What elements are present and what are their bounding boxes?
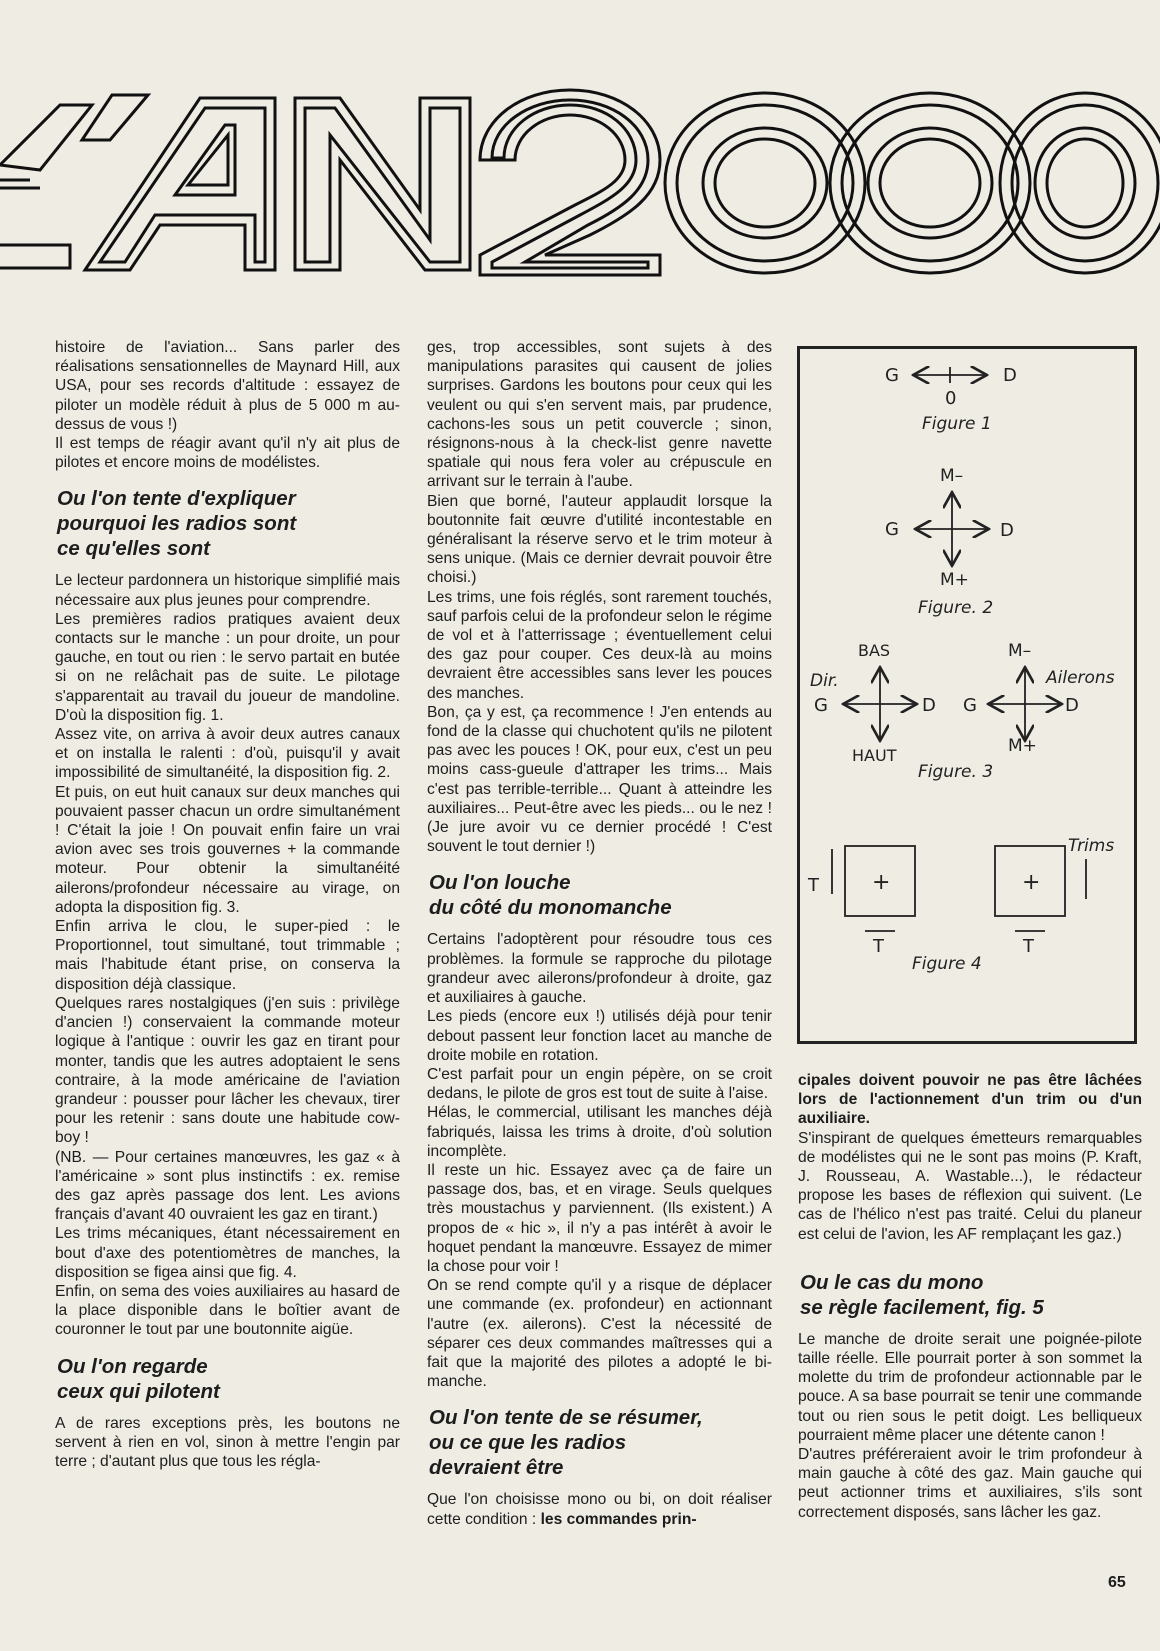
col2-paragraph: Certains l'adoptèrent pour résoudre tous ces problèmes. la formule se rapproche du pilotage grandeur avec ailerons/profondeur à droite, gaz et auxiliaires à gauche. [427, 931, 772, 1007]
fig3-label-bas: BAS [858, 641, 891, 660]
col1-paragraph: Et puis, on eut huit canaux sur deux manches qui pouvaient passer chacun un ordre simultanément ! C'était la joie ! On pouvait enfin faire un vrai avion avec ses trois gouvernes + la commande moteur. Pour obtenir la simultanéité ailerons/profondeur nécessaire au virage, on adopta la disposition fig. 3. [55, 783, 400, 916]
col3-bold-paragraph: cipales doivent pouvoir ne pas être lâchées lors de l'actionnement d'un trim ou d'un auxiliaire. [798, 1072, 1142, 1128]
col1-paragraph: Les premières radios pratiques avaient deux contacts sur le manche : un pour droite, un pour gauche, en tout ou rien : le servo partait en butée si on ne relâchait pas de suite. Le pilotage s'apparentait au travail du joueur de mandoline. D'où la disposition fig. 1. [55, 610, 400, 724]
col3-paragraph: Le manche de droite serait une poignée-pilote taille réelle. Elle pourrait porter à son sommet la molette du trim de profondeur actionnable par le pouce. A sa base pourrait se tenir une commande tout ou rien sous le petit doigt. Les belliqueux pourraient même placer une détente canon ! [798, 1330, 1142, 1444]
title-letter-n [295, 98, 470, 270]
fig4-left-plus: + [872, 870, 891, 895]
col2-paragraph: C'est parfait pour un engin pépère, on se croit dedans, le pilote de gros est tout de suite à l'aise. [427, 1065, 772, 1103]
page-number: 65 [1108, 1574, 1126, 1591]
fig3-label-dir: Dir. [810, 671, 839, 691]
fig1-caption: Figure 1 [922, 414, 992, 434]
fig4-label-left-t: T [808, 875, 819, 896]
fig2-label-m-plus: M+ [940, 570, 969, 590]
fig1-label-g: G [885, 365, 899, 386]
fig4-caption: Figure 4 [912, 954, 982, 974]
col2-paragraph: Hélas, le commercial, utilisant les manches déjà fabriqués, laissa les trims à droite, d'où solution incomplète. [427, 1104, 772, 1160]
col1-paragraph: Quelques rares nostalgiques (j'en suis : privilège d'ancien !) conservaient la commande moteur logique à l'antique : ouvrir les gaz en tirant pour monter, tandis que les autres adoptaient le sens contraire, à la mode américaine de l'aviation grandeur : pousser pour lâcher les chevaux, tirer pour les retenir : sans doute une habitude cow-boy ! [55, 994, 400, 1147]
fig1-label-zero: 0 [945, 388, 957, 409]
col1-paragraph: A de rares exceptions près, les boutons ne servent à rien en vol, sinon à mettre l'engin par terre ; d'autant plus que tous les régla- [55, 1414, 400, 1470]
fig2-label-g: G [885, 519, 899, 540]
title-digit-2 [480, 90, 660, 275]
col1-paragraph: Enfin arriva le clou, le super-pied : le Proportionnel, tout simultané, tout trimmable ; mais l'habitude étant prise, on conserva la disposition déjà classique. [55, 918, 400, 993]
fig2-label-d: D [1000, 520, 1014, 541]
fig3-label-left-g: G [814, 695, 828, 716]
col2-paragraph: Les pieds (encore eux !) utilisés déjà pour tenir debout passent leur fonction lacet au manche de droite mobile en rotation. [427, 1008, 772, 1064]
col1-paragraph: histoire de l'aviation... Sans parler des réalisations sensationnelles de Maynard Hill, aux USA, pour ses records d'altitude : essayez de piloter un modèle réduit à plus de 5 000 m au-dessus de vous !) [55, 339, 400, 433]
col1-paragraph: Enfin, on sema des voies auxiliaires au hasard de la place disponible dans le boîtier avant de couronner le tout par une boutonnite aigüe. [55, 1282, 400, 1339]
section-heading: Ou l'on tente d'expliquer pourquoi les radios sont ce qu'elles sont [57, 487, 297, 561]
col2-paragraph: ges, trop accessibles, sont sujets à des manipulations parasites qui causent de jolies surprises. Gardons les boutons pour ceux qui les veulent ou qui s'en servent mais, par prudence, cachons-les sous un petit couvercle ; sinon, résignons-nous à la check-list genre navette spatiale qui nous fera voler au crépuscule en arrivant sur le terrain à l'aube. [427, 339, 772, 491]
fig3-label-ailerons: Ailerons [1046, 668, 1115, 688]
fig3-label-haut: HAUT [852, 746, 897, 765]
fig3-label-right-d: D [1065, 695, 1079, 716]
title-letter-l [0, 105, 92, 268]
title-digit-0-c [1000, 93, 1160, 273]
fig3-label-right-g: G [963, 695, 977, 716]
fig3-label-left-d: D [922, 695, 936, 716]
col2-text: Que l'on choisisse mono ou bi, on doit réaliser cette condition : [427, 1491, 772, 1528]
fig4-label-bottom-left-t: T [873, 936, 884, 957]
col2-paragraph: Les trims, une fois réglés, sont rarement touchés, sauf parfois celui de la profondeur selon le régime de vol et à l'atterrissage ; éventuellement celui des gaz pour couper. Ces deux-là au moins devraient être accessibles sans lever les pouces des manches. [427, 588, 772, 702]
title-apostrophe [82, 95, 148, 140]
col1-paragraph: Assez vite, on arriva à avoir deux autres canaux et on installa le ralenti : d'où, puisqu'il y avait impossibilité de simultanéité, la disposition fig. 2. [55, 726, 400, 782]
fig2-caption: Figure. 2 [918, 598, 994, 618]
col3-paragraph: D'autres préféreraient avoir le trim profondeur à main gauche à côté des gaz. Main gauche qui peut actionner trims et auxiliaires, s'ils sont correctement disposés, sans lâcher les gaz. [798, 1446, 1142, 1521]
col2-paragraph: On se rend compte qu'il y a risque de déplacer une commande (ex. profondeur) en actionnant l'autre (ex. ailerons). C'est la nécessité de séparer ces deux commandes maîtresses qui a fait que la majorité des pilotes a adopté le bi-manche. [427, 1277, 772, 1391]
section-heading: Ou l'on louche du côté du monomanche [429, 871, 672, 920]
col1-paragraph: Le lecteur pardonnera un historique simplifié mais nécessaire aux plus jeunes pour comprendre. [55, 572, 400, 609]
col1-paragraph: (NB. — Pour certaines manœuvres, les gaz « à l'américaine » sont plus instinctifs : ex. remise des gaz après passage dos lent. Les avions français d'avant 40 ouvraient les gaz en tirant.) [55, 1148, 400, 1224]
column-left [55, 338, 400, 1471]
section-heading: Ou l'on regarde ceux qui pilotent [57, 1354, 220, 1403]
fig3-label-m-minus: M– [1008, 641, 1032, 661]
section-heading: Ou l'on tente de se résumer, ou ce que les radios devraient être [429, 1406, 703, 1480]
column-middle [427, 338, 772, 1529]
fig3-label-m-plus: M+ [1008, 736, 1037, 756]
col2-bold-text: les commandes prin- [540, 1510, 697, 1528]
fig3-caption: Figure. 3 [918, 762, 994, 782]
col2-paragraph: Bon, ça y est, ça recommence ! J'en entends au fond de la classe qui chuchotent qu'ils ne pilotent pas avec les pouces ! OK, pour eux, c'est un peu moins cass-gueule d'attraper les trims... Mais c'est pas terrible-terrible... Quant à atteindre les auxiliaires... Peut-être avec les pieds... ou le nez ! (Je jure avoir vu ce dernier procédé ! C'est souvent le tout dernier !) [427, 703, 772, 856]
col1-paragraph: Les trims mécaniques, étant nécessairement en bout d'axe des potentiomètres de manches, la disposition se figea ainsi que fig. 4. [55, 1225, 400, 1281]
section-heading: Ou le cas du mono se règle facilement, fig. 5 [800, 1270, 1044, 1319]
fig1-label-d: D [1003, 365, 1017, 386]
title-letter-a [85, 98, 275, 270]
fig4-right-plus: + [1022, 870, 1041, 895]
fig2-label-m-minus: M– [940, 466, 964, 486]
col2-paragraph: Il reste un hic. Essayez avec ça de faire un passage dos, bas, et en virage. Seuls quelques très moustachus y parviennent. (Ils existent.) A propos de « hic », il n'y a pas intérêt à avoir le hoquet pendant la manœuvre. Essayez de mimer la chose pour voir ! [427, 1161, 772, 1275]
fig4-label-bottom-right-t: T [1023, 936, 1034, 957]
col1-paragraph: Il est temps de réagir avant qu'il n'y ait plus de pilotes et encore moins de modélistes. [55, 435, 400, 472]
col3-paragraph: S'inspirant de quelques émetteurs remarquables de modélistes qui ne le sont pas moins (P. Kraft, J. Rousseau, A. Wastable...), le rédacteur propose les bases de réflexion qui suivent. (Le cas de l'hélico n'est pas traité. Celui du planeur est celui de l'avion, les AF remplaçant les gaz.) [798, 1129, 1142, 1243]
title-digit-0-a [665, 93, 865, 273]
figure-panel [797, 346, 1137, 1044]
col2-paragraph [427, 1490, 772, 1528]
fig4-label-trims: Trims [1068, 836, 1115, 856]
headline-title [0, 0, 1160, 320]
column-right [798, 1071, 1142, 1522]
col2-paragraph: Bien que borné, l'auteur applaudit lorsque la boutonnite fait œuvre d'utilité incontestable en généralisant la réserve servo et le trim moteur à sens unique. (Mais ce dernier devrait pouvoir être choisi.) [427, 492, 772, 587]
figures-diagram [800, 349, 1134, 1041]
